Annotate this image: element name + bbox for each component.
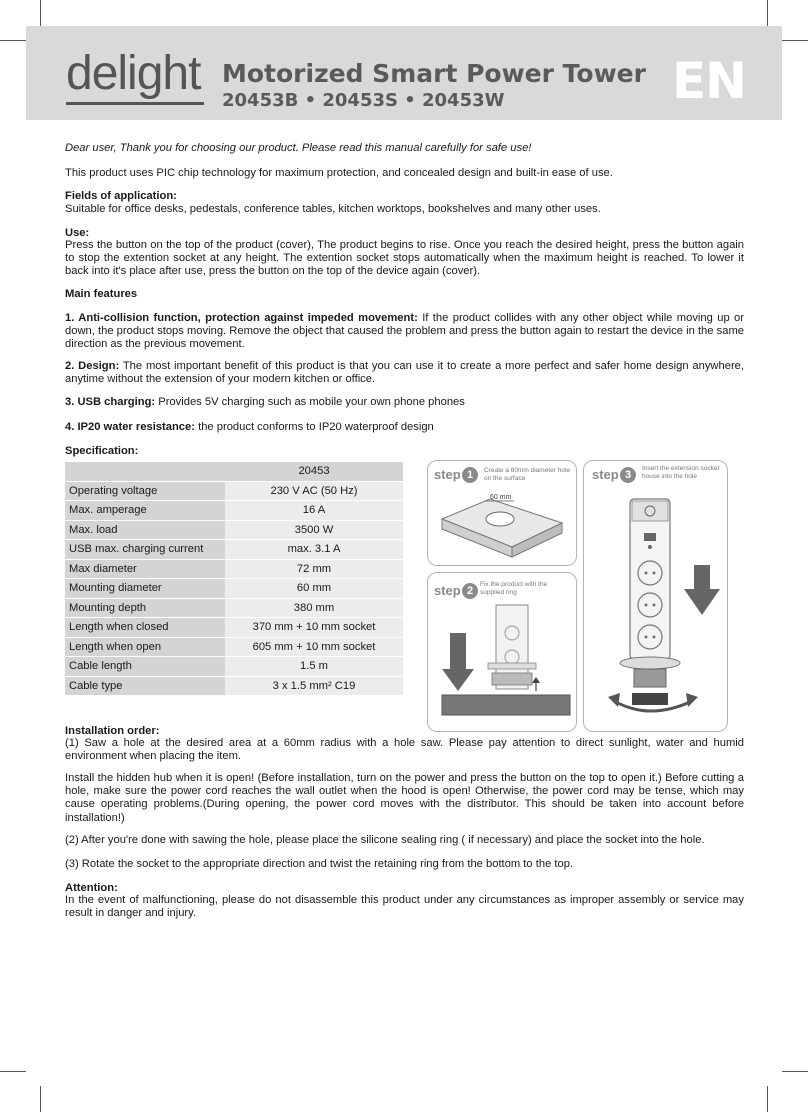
feature-title: 1. Anti-collision function, protection against impeded movement: [65, 312, 418, 324]
spec-value: 230 V AC (50 Hz) [225, 481, 403, 501]
fix-product-illustration [428, 573, 576, 731]
features-heading: Main features [65, 288, 138, 300]
crop-mark [40, 0, 41, 26]
attention-text: In the event of malfunctioning, please do not disassemble this product under any circumstances as improper assembly or service may result in danger and injury. [65, 894, 744, 920]
language-code: EN [672, 52, 747, 110]
step-caption: Fix the product with the supplied ring [480, 581, 548, 596]
table-row [65, 676, 403, 696]
table-row [65, 501, 403, 521]
technology-text: This product uses PIC chip technology for maximum protection, and concealed design and built-in ease of use. [65, 167, 613, 179]
spec-label: Mounting depth [65, 598, 225, 618]
crop-mark [0, 1071, 26, 1072]
spec-value: 1.5 m [225, 657, 403, 677]
table-row [65, 598, 403, 618]
spec-value: 60 mm [225, 579, 403, 599]
feature-title: 3. USB charging: [65, 396, 156, 408]
spec-label: Max. amperage [65, 501, 225, 521]
feature-item [65, 312, 744, 352]
spec-label: Max diameter [65, 559, 225, 579]
installation-step-3: (3) Rotate the socket to the appropriate direction and twist the retaining ring from the bottom to the top. [65, 858, 574, 870]
spec-table [65, 462, 403, 696]
installation-heading: Installation order: [65, 725, 160, 737]
spec-value: 380 mm [225, 598, 403, 618]
step-label: step [434, 467, 461, 482]
feature-text: If the product collides with any other object while moving up or down, the product stops moving. Remove the object that caused the problem and press the button again to restart the device in the same direction as the previous movement. [65, 312, 744, 351]
table-row [65, 579, 403, 599]
crop-mark [767, 0, 768, 26]
fields-text: Suitable for office desks, pedestals, conference tables, kitchen worktops, bookshelves and many other uses. [65, 203, 601, 215]
brand-logo: delight [66, 47, 201, 100]
table-row [65, 618, 403, 638]
spec-heading: Specification: [65, 445, 139, 457]
spec-value: 3500 W [225, 520, 403, 540]
feature-title: 2. Design: [65, 360, 120, 372]
spec-label: Length when open [65, 637, 225, 657]
installation-step-1: (1) Saw a hole at the desired area at a 60mm radius with a hole saw. Please pay attention to direct sunlight, water and humid environment when placing the item. [65, 737, 744, 763]
step-number-badge: 1 [462, 467, 478, 483]
table-row [65, 657, 403, 677]
feature-item [65, 396, 744, 409]
spec-label: Cable type [65, 676, 225, 696]
header-band [26, 26, 782, 120]
step-caption: Create a 60mm diameter hole on the surface [484, 467, 570, 482]
crop-mark [782, 1071, 808, 1072]
step-number-badge: 3 [620, 467, 636, 483]
spec-value: 16 A [225, 501, 403, 521]
step-caption: Insert the extension socket house into the hole [642, 465, 720, 480]
model-numbers: 20453B • 20453S • 20453W [222, 90, 505, 111]
crop-mark [767, 1086, 768, 1112]
table-cell [65, 462, 225, 481]
logo-underline [66, 102, 204, 105]
spec-value: 3 x 1.5 mm² C19 [225, 676, 403, 696]
installation-note: Install the hidden hub when it is open! (Before installation, turn on the power and press the button on the top to open it.) Before cutting a hole, make sure the power cord reaches the wall outlet when the hood is open! Otherwise, the power cord may be tense, which may cause operating problems.(During opening, the power cord moves with the distributor. This should be taken into account before installation!) [65, 772, 744, 824]
table-row [65, 559, 403, 579]
spec-label: Length when closed [65, 618, 225, 638]
insert-socket-illustration [584, 461, 727, 731]
greeting-text: Dear user, Thank you for choosing our product. Please read this manual carefully for safe use! [65, 142, 532, 154]
surface-hole-illustration [428, 461, 576, 565]
hole-dimension-label: 60 mm [490, 494, 512, 501]
spec-value: 605 mm + 10 mm socket [225, 637, 403, 657]
table-row [65, 540, 403, 560]
step-label: step [592, 467, 619, 482]
spec-label: Operating voltage [65, 481, 225, 501]
spec-value: 370 mm + 10 mm socket [225, 618, 403, 638]
model-column-header: 20453 [225, 462, 403, 481]
table-row [65, 462, 403, 481]
spec-label: Cable length [65, 657, 225, 677]
step-1-panel [427, 460, 577, 566]
table-row [65, 481, 403, 501]
step-2-panel [427, 572, 577, 732]
product-title: Motorized Smart Power Tower [222, 59, 646, 88]
attention-heading: Attention: [65, 882, 118, 894]
crop-mark [0, 40, 26, 41]
feature-item [65, 360, 744, 386]
spec-value: 72 mm [225, 559, 403, 579]
feature-item [65, 421, 744, 434]
table-row [65, 637, 403, 657]
feature-text: the product conforms to IP20 waterproof design [194, 421, 434, 433]
feature-title: 4. IP20 water resistance: [65, 421, 195, 433]
spec-value: max. 3.1 A [225, 540, 403, 560]
use-heading: Use: [65, 227, 90, 239]
spec-label: Mounting diameter [65, 579, 225, 599]
feature-text: Provides 5V charging such as mobile your own phone phones [155, 396, 465, 408]
spec-label: USB max. charging current [65, 540, 225, 560]
step-number-badge: 2 [462, 583, 478, 599]
fields-heading: Fields of application: [65, 190, 177, 202]
spec-label: Max. load [65, 520, 225, 540]
feature-text: The most important benefit of this product is that you can use it to create a more perfect and safer home design anywhere, anytime without the extension of your modern kitchen or office. [65, 360, 744, 386]
use-text: Press the button on the top of the product (cover), The product begins to rise. Once you reach the desired height, press the button again to stop the extention socket at any height. The extention socket stops automatically when the maximum height is reached. To lower it back into it's place after use, press the button on the top of the device again (cover). [65, 239, 744, 278]
step-label: step [434, 583, 461, 598]
installation-step-2: (2) After you're done with sawing the hole, please place the silicone sealing ring ( if necessary) and place the socket into the hole. [65, 834, 705, 846]
table-row [65, 520, 403, 540]
crop-mark [40, 1086, 41, 1112]
step-3-panel [583, 460, 728, 732]
crop-mark [782, 40, 808, 41]
